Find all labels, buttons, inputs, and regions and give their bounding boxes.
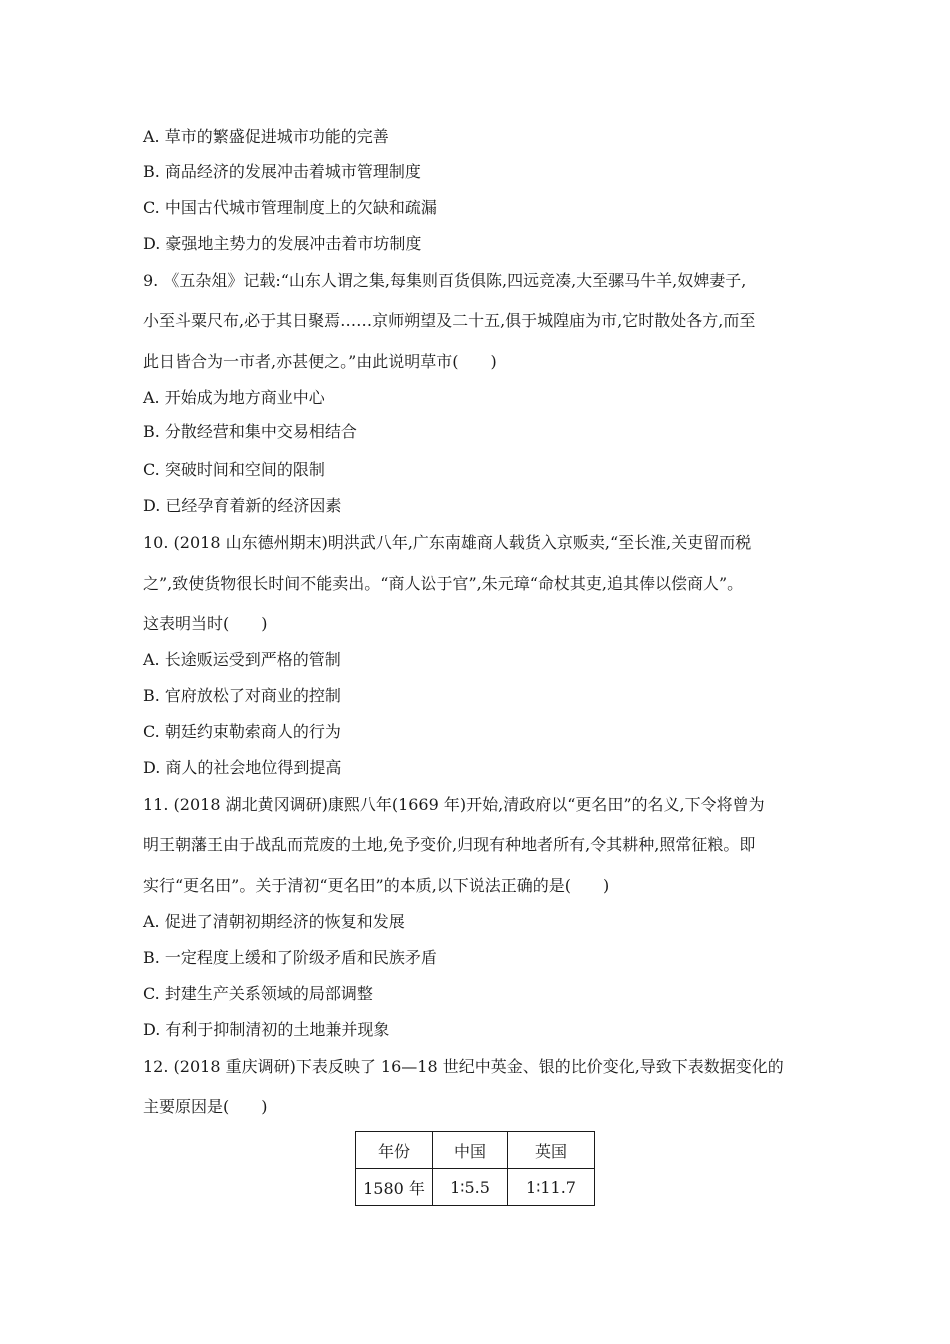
table-header-england: 英国 (508, 1132, 595, 1169)
table-cell-china: 1∶5.5 (433, 1169, 508, 1206)
table-header-china: 中国 (433, 1132, 508, 1169)
q10-stem-line-2: 之”,致使货物很长时间不能卖出。“商人讼于官”,朱元璋“命杖其吏,追其俸以偿商人”。 (143, 574, 744, 593)
table-row (356, 1169, 595, 1206)
q9-option-d: D. 已经孕育着新的经济因素 (143, 496, 342, 515)
q9-option-c: C. 突破时间和空间的限制 (143, 460, 325, 479)
q9-stem-line-1: 9. 《五杂俎》记载:“山东人谓之集,每集则百货俱陈,四远竞凑,大至骡马牛羊,奴婢妻子, (143, 271, 747, 290)
q10-option-a: A. 长途贩运受到严格的管制 (143, 650, 341, 669)
q10-option-c: C. 朝廷约束勒索商人的行为 (143, 722, 341, 741)
q11-stem-line-2: 明王朝藩王由于战乱而荒废的土地,免予变价,归现有种地者所有,令其耕种,照常征粮。即 (143, 835, 756, 854)
gold-silver-ratio-table (355, 1131, 595, 1206)
q8-option-a: A. 草市的繁盛促进城市功能的完善 (143, 127, 389, 146)
q11-option-b: B. 一定程度上缓和了阶级矛盾和民族矛盾 (143, 948, 437, 967)
q8-option-d: D. 豪强地主势力的发展冲击着市坊制度 (143, 234, 422, 253)
table-header-row (356, 1132, 595, 1169)
q9-option-b: B. 分散经营和集中交易相结合 (143, 422, 357, 441)
q11-option-d: D. 有利于抑制清初的土地兼并现象 (143, 1020, 390, 1039)
q9-stem-line-3: 此日皆合为一市者,亦甚便之。”由此说明草市( ) (143, 352, 497, 371)
q10-stem-line-1: 10. (2018 山东德州期末)明洪武八年,广东南雄商人载货入京贩卖,“至长淮,关吏留而税 (143, 533, 752, 552)
q11-option-c: C. 封建生产关系领域的局部调整 (143, 984, 373, 1003)
q10-option-d: D. 商人的社会地位得到提高 (143, 758, 342, 777)
q9-stem-line-2: 小至斗粟尺布,必于其日聚焉……京师朔望及二十五,俱于城隍庙为市,它时散处各方,而至 (143, 311, 756, 330)
q11-stem-line-1: 11. (2018 湖北黄冈调研)康熙八年(1669 年)开始,清政府以“更名田”的名义,下令将曾为 (143, 795, 765, 814)
q10-option-b: B. 官府放松了对商业的控制 (143, 686, 341, 705)
q11-stem-line-3: 实行“更名田”。关于清初“更名田”的本质,以下说法正确的是( ) (143, 876, 610, 895)
table-header-year: 年份 (356, 1132, 433, 1169)
q8-option-b: B. 商品经济的发展冲击着城市管理制度 (143, 162, 421, 181)
q8-option-c: C. 中国古代城市管理制度上的欠缺和疏漏 (143, 198, 437, 217)
q12-stem-line-1: 12. (2018 重庆调研)下表反映了 16—18 世纪中英金、银的比价变化,导致下表数据变化的 (143, 1057, 784, 1076)
q11-option-a: A. 促进了清朝初期经济的恢复和发展 (143, 912, 405, 931)
q12-stem-line-2: 主要原因是( ) (143, 1097, 268, 1116)
q9-option-a: A. 开始成为地方商业中心 (143, 388, 325, 407)
table-cell-england: 1∶11.7 (508, 1169, 595, 1206)
table-cell-year: 1580 年 (356, 1169, 433, 1206)
q10-stem-line-3: 这表明当时( ) (143, 614, 268, 633)
